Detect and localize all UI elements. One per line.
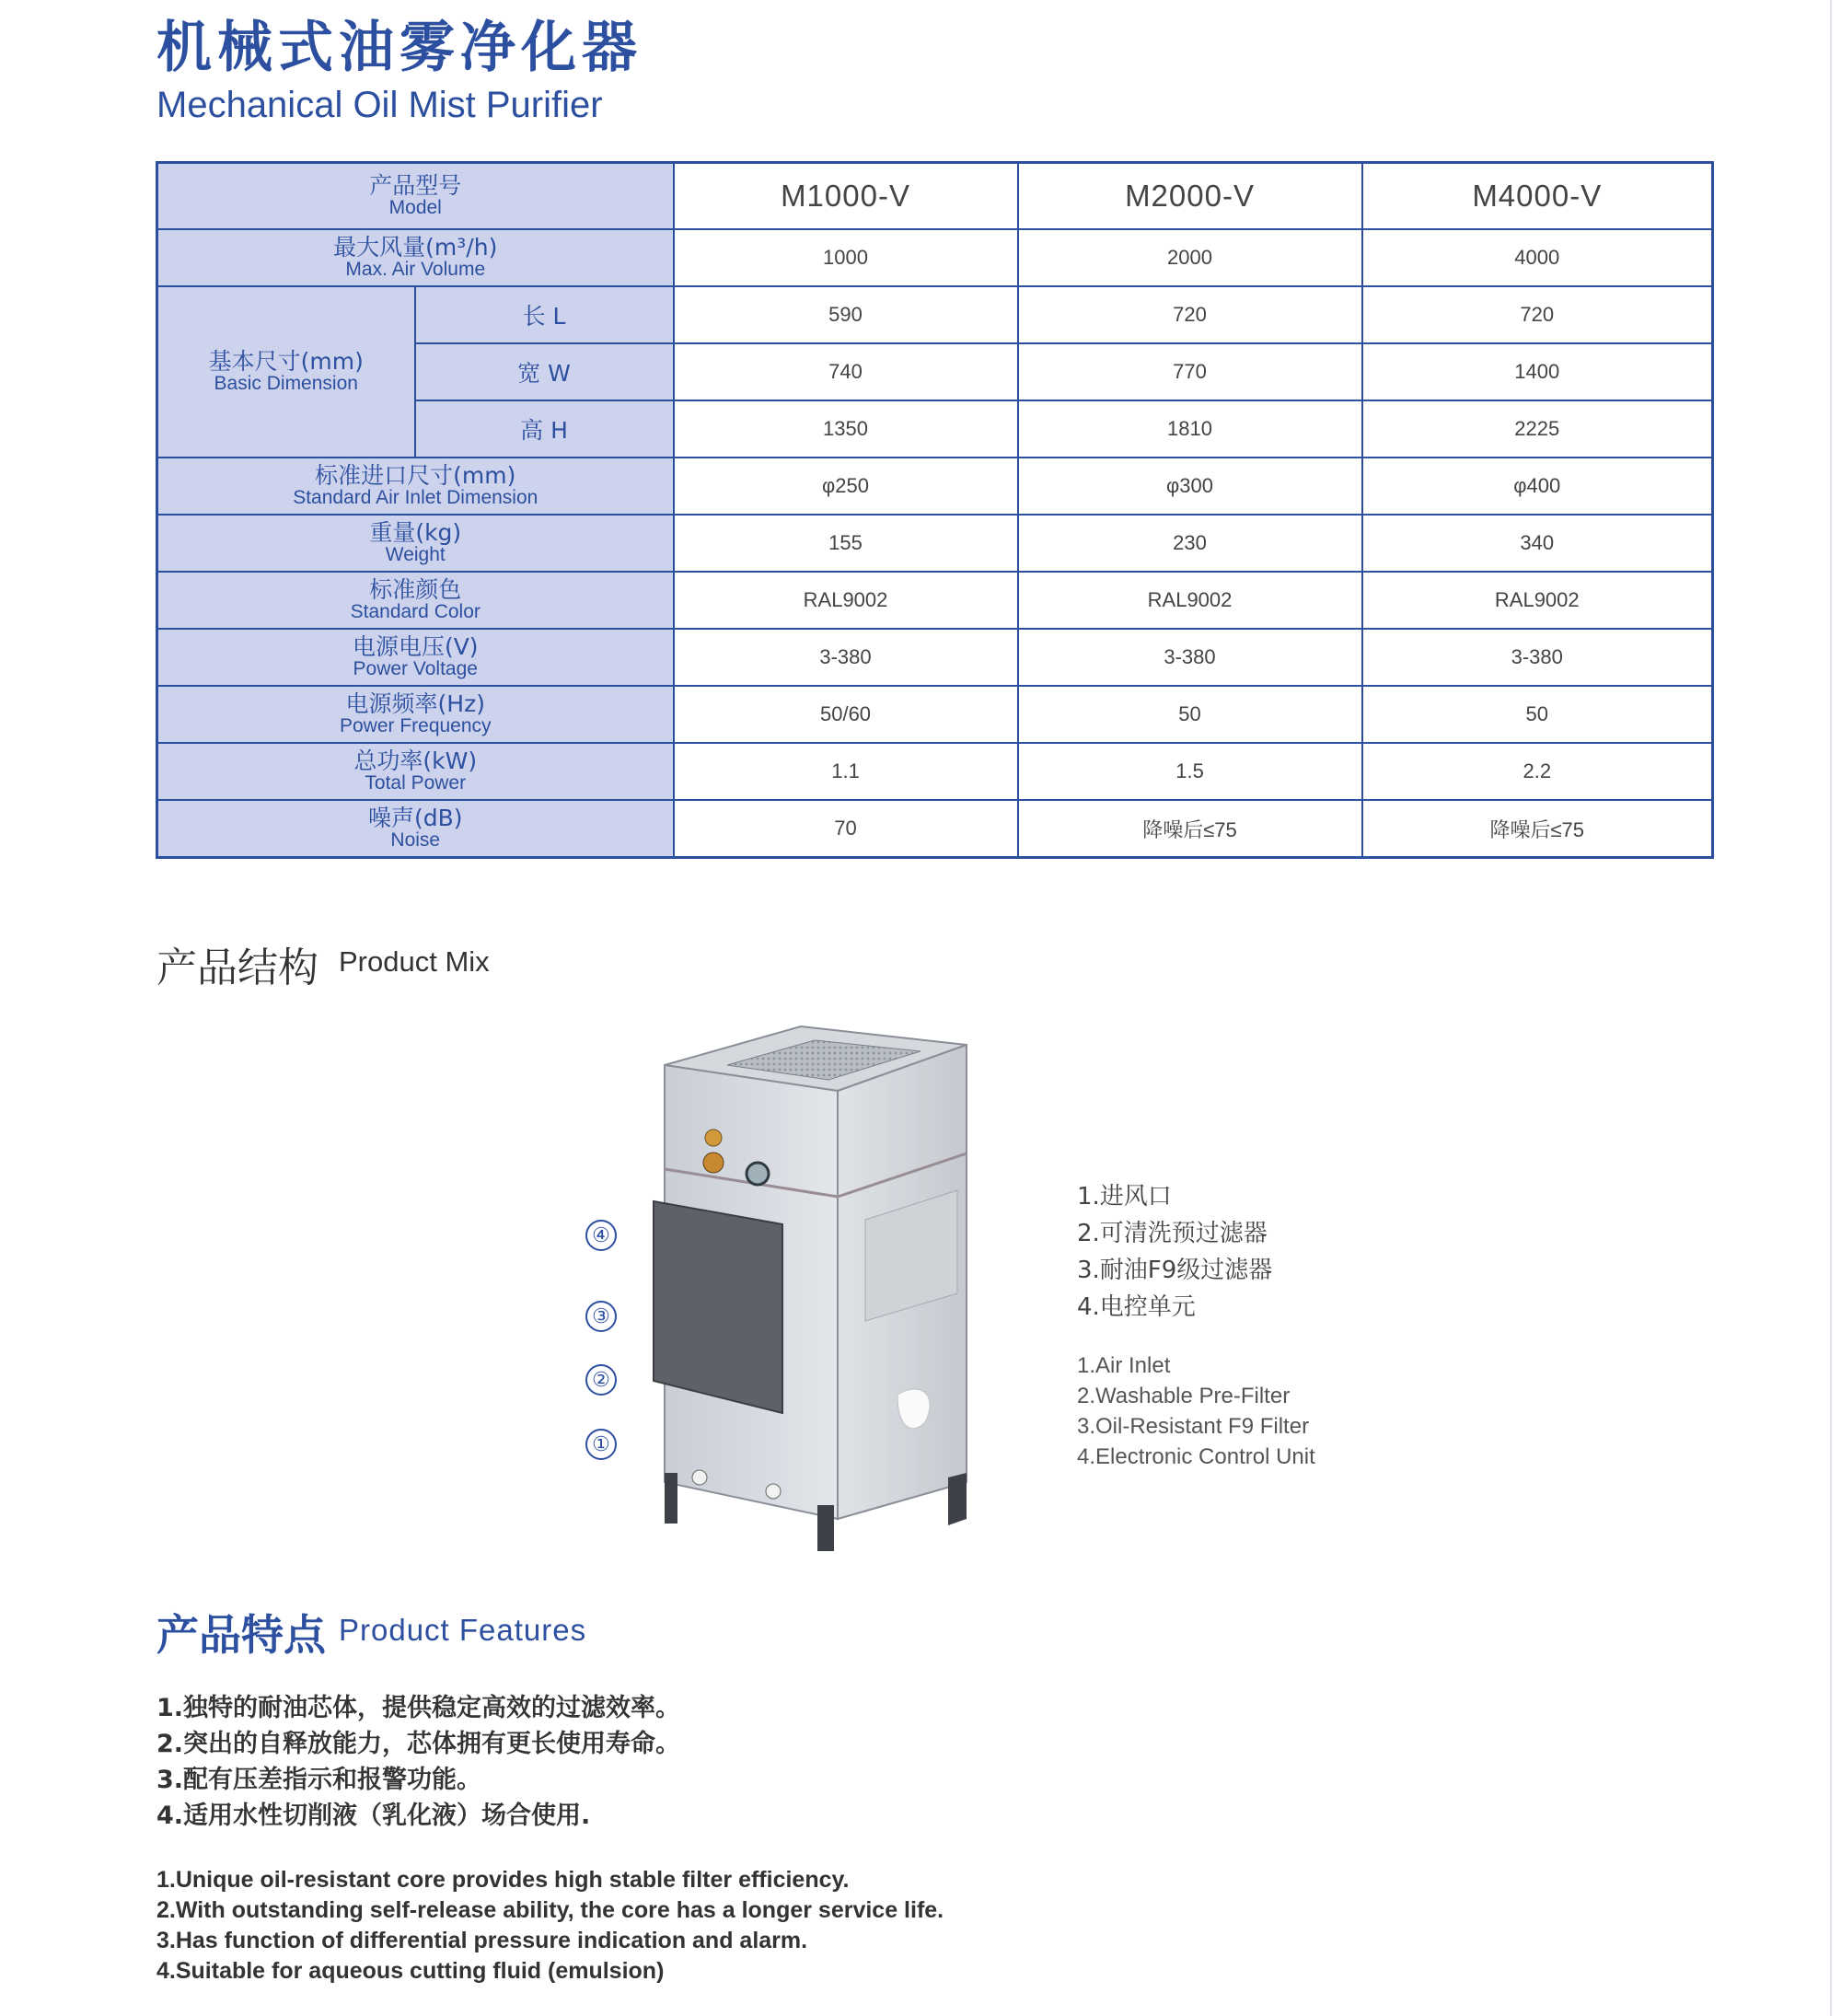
- value-cell: φ300: [1018, 458, 1362, 515]
- model-cell: M4000-V: [1362, 163, 1713, 230]
- features-heading-en: Product Features: [339, 1613, 587, 1647]
- label-frequency: 电源频率(Hz) Power Frequency: [157, 686, 674, 743]
- legend-item: 2.Washable Pre-Filter: [1077, 1384, 1291, 1408]
- value-cell: 50: [1018, 686, 1362, 743]
- value-cell: RAL9002: [1362, 572, 1713, 629]
- feature-item: 1.独特的耐油芯体，提供稳定高效的过滤效率。: [156, 1694, 681, 1722]
- legend-item: 3.Oil-Resistant F9 Filter: [1077, 1414, 1310, 1439]
- spec-row-power: [157, 743, 1713, 800]
- value-cell: 70: [674, 800, 1018, 858]
- page-title-cn: 机械式油雾净化器: [156, 16, 643, 80]
- label-width: 宽 W: [415, 343, 674, 400]
- page-edge-line: [1830, 0, 1832, 2016]
- model-cell: M2000-V: [1018, 163, 1362, 230]
- value-cell: 50/60: [674, 686, 1018, 743]
- label-air-volume: 最大风量(m³/h) Max. Air Volume: [157, 229, 674, 286]
- label-voltage: 电源电压(V) Power Voltage: [157, 629, 674, 686]
- value-cell: 1.5: [1018, 743, 1362, 800]
- value-cell: 340: [1362, 515, 1713, 572]
- feature-item: 2.With outstanding self-release ability, the core has a longer service life.: [156, 1897, 944, 1923]
- value-cell: RAL9002: [1018, 572, 1362, 629]
- product-mix-heading-en: Product Mix: [339, 945, 490, 978]
- value-cell: 1350: [674, 400, 1018, 458]
- value-cell: 2000: [1018, 229, 1362, 286]
- value-cell: 2.2: [1362, 743, 1713, 800]
- value-cell: 720: [1362, 286, 1713, 343]
- spec-row-inlet: [157, 458, 1713, 515]
- feature-item: 1.Unique oil-resistant core provides high stable filter efficiency.: [156, 1867, 850, 1893]
- value-cell: 50: [1362, 686, 1713, 743]
- legend-item: 3.耐油F9级过滤器: [1077, 1257, 1273, 1284]
- feature-item: 4.Suitable for aqueous cutting fluid (emulsion): [156, 1958, 665, 1984]
- product-mix-heading-cn: 产品结构: [156, 944, 318, 991]
- spec-row-air-volume: [157, 229, 1713, 286]
- spec-row-noise: [157, 800, 1713, 858]
- model-cell: M1000-V: [674, 163, 1018, 230]
- value-cell: 1400: [1362, 343, 1713, 400]
- value-cell: 1000: [674, 229, 1018, 286]
- label-color: 标准颜色 Standard Color: [157, 572, 674, 629]
- spec-table: [156, 161, 1714, 859]
- features-heading-cn: 产品特点: [156, 1610, 326, 1660]
- callout-2: ②: [585, 1364, 617, 1396]
- value-cell: 155: [674, 515, 1018, 572]
- spec-row-model: [157, 163, 1713, 230]
- label-inlet: 标准进口尺寸(mm) Standard Air Inlet Dimension: [157, 458, 674, 515]
- spec-row-color: [157, 572, 1713, 629]
- spec-row-voltage: [157, 629, 1713, 686]
- legend-item: 2.可清洗预过滤器: [1077, 1220, 1268, 1247]
- label-noise: 噪声(dB) Noise: [157, 800, 674, 858]
- legend-item: 4.Electronic Control Unit: [1077, 1444, 1315, 1469]
- value-cell: 1810: [1018, 400, 1362, 458]
- spec-row-length: [157, 286, 1713, 343]
- spec-row-weight: [157, 515, 1713, 572]
- value-cell: 降噪后≤75: [1362, 800, 1713, 858]
- value-cell: 720: [1018, 286, 1362, 343]
- legend-item: 1.进风口: [1077, 1183, 1172, 1211]
- value-cell: 740: [674, 343, 1018, 400]
- value-cell: 590: [674, 286, 1018, 343]
- features-list-cn: [156, 1690, 680, 1834]
- purifier-illustration: [644, 1017, 976, 1551]
- callout-4: ④: [585, 1220, 617, 1251]
- value-cell: 770: [1018, 343, 1362, 400]
- value-cell: 降噪后≤75: [1018, 800, 1362, 858]
- page-title-en: Mechanical Oil Mist Purifier: [156, 85, 603, 125]
- legend-cn: [1077, 1178, 1272, 1326]
- callout-3: ③: [585, 1301, 617, 1332]
- value-cell: 230: [1018, 515, 1362, 572]
- label-height: 高 H: [415, 400, 674, 458]
- value-cell: φ250: [674, 458, 1018, 515]
- label-power: 总功率(kW) Total Power: [157, 743, 674, 800]
- value-cell: 3-380: [1362, 629, 1713, 686]
- spec-row-frequency: [157, 686, 1713, 743]
- value-cell: 2225: [1362, 400, 1713, 458]
- label-weight: 重量(kg) Weight: [157, 515, 674, 572]
- label-basic-dimension: 基本尺寸(mm) Basic Dimension: [157, 286, 415, 458]
- value-cell: RAL9002: [674, 572, 1018, 629]
- legend-item: 1.Air Inlet: [1077, 1353, 1171, 1378]
- features-list-en: [156, 1865, 944, 1987]
- label-length: 长 L: [415, 286, 674, 343]
- feature-item: 3.Has function of differential pressure indication and alarm.: [156, 1928, 808, 1953]
- feature-item: 3.配有压差指示和报警功能。: [156, 1766, 482, 1794]
- feature-item: 2.突出的自释放能力，芯体拥有更长使用寿命。: [156, 1730, 681, 1758]
- value-cell: 1.1: [674, 743, 1018, 800]
- feature-item: 4.适用水性切削液（乳化液）场合使用.: [156, 1802, 591, 1830]
- legend-item: 4.电控单元: [1077, 1293, 1196, 1321]
- value-cell: 3-380: [674, 629, 1018, 686]
- label-model: 产品型号 Model: [157, 163, 674, 230]
- legend-en: [1077, 1350, 1315, 1472]
- value-cell: 4000: [1362, 229, 1713, 286]
- value-cell: 3-380: [1018, 629, 1362, 686]
- callout-1: ①: [585, 1429, 617, 1460]
- value-cell: φ400: [1362, 458, 1713, 515]
